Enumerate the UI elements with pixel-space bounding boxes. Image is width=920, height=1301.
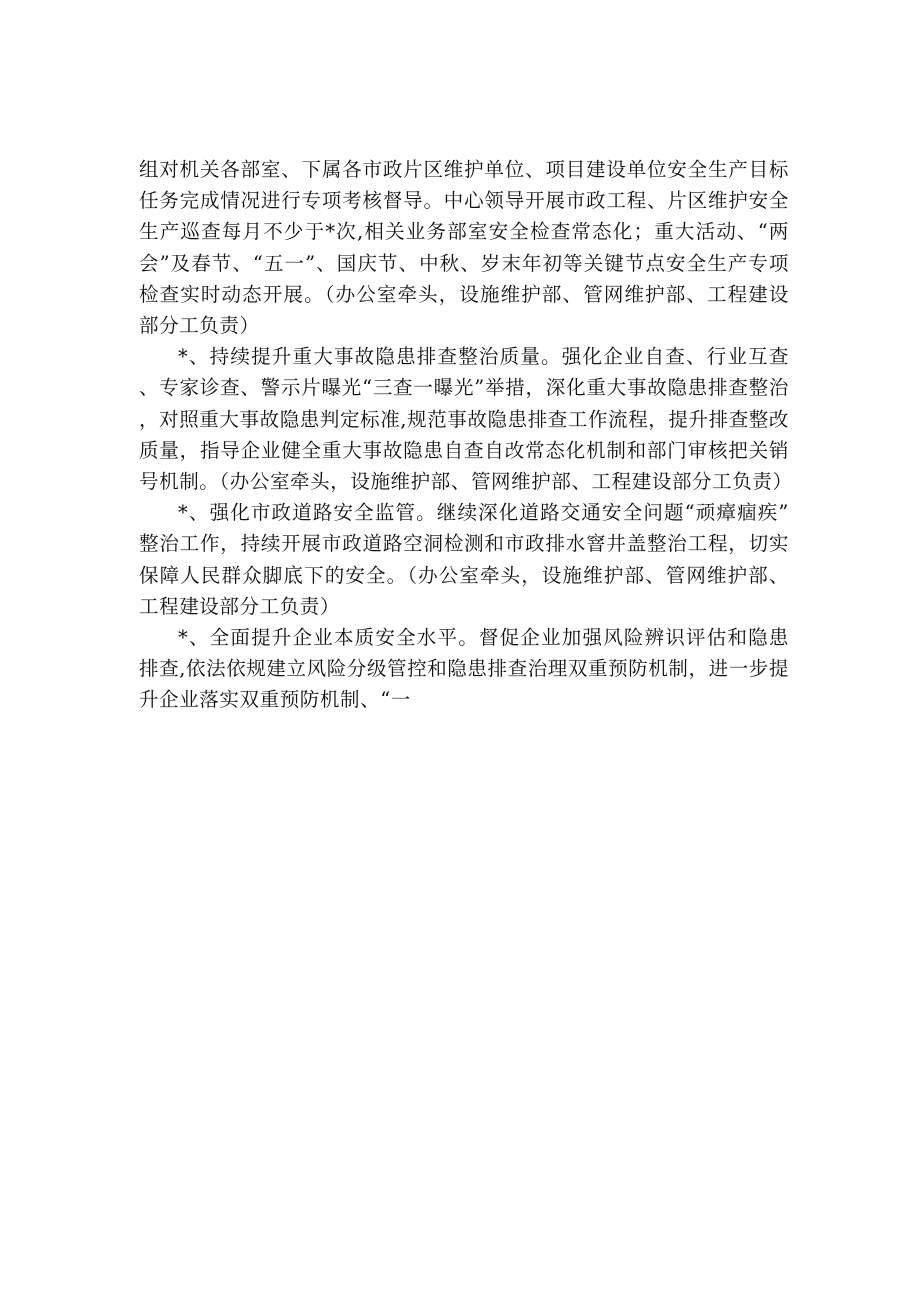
paragraph-2: *、持续提升重大事故隐患排查整治质量。强化企业自查、行业互查、专家诊查、警示片曝光“三查一曝光”举措，深化重大事故隐患排查整治，对照重大事故隐患判定标准,规范事故隐患排查工作流程，提升排查整改质量，指导企业健全重大事故隐患自查自改常态化机制和部门审核把关销号机制。（办公室牵头，设施维护部、管网维护部、工程建设部分工负责）	[139, 345, 793, 494]
paragraph-1: 组对机关各部室、下属各市政片区维护单位、项目建设单位安全生产目标任务完成情况进行专项考核督导。中心领导开展市政工程、片区维护安全生产巡查每月不少于*次,相关业务部室安全检查常态化；重大活动、“两会”及春节、“五一”、国庆节、中秋、岁末年初等关键节点安全生产专项检查实时动态开展。（办公室牵头，设施维护部、管网维护部、工程建设部分工负责）	[139, 158, 789, 338]
document-body	[139, 154, 793, 716]
paragraph-4: *、全面提升企业本质安全水平。督促企业加强风险辨识评估和隐患排查,依法依规建立风险分级管控和隐患排查治理双重预防机制，进一步提升企业落实双重预防机制、“一	[139, 626, 789, 712]
paragraph-3: *、强化市政道路安全监管。继续深化道路交通安全问题“顽瘴痼疾”整治工作，持续开展市政道路空洞检测和市政排水窨井盖整治工程，切实保障人民群众脚底下的安全。（办公室牵头，设施维护部、管网维护部、工程建设部分工负责）	[139, 501, 789, 618]
